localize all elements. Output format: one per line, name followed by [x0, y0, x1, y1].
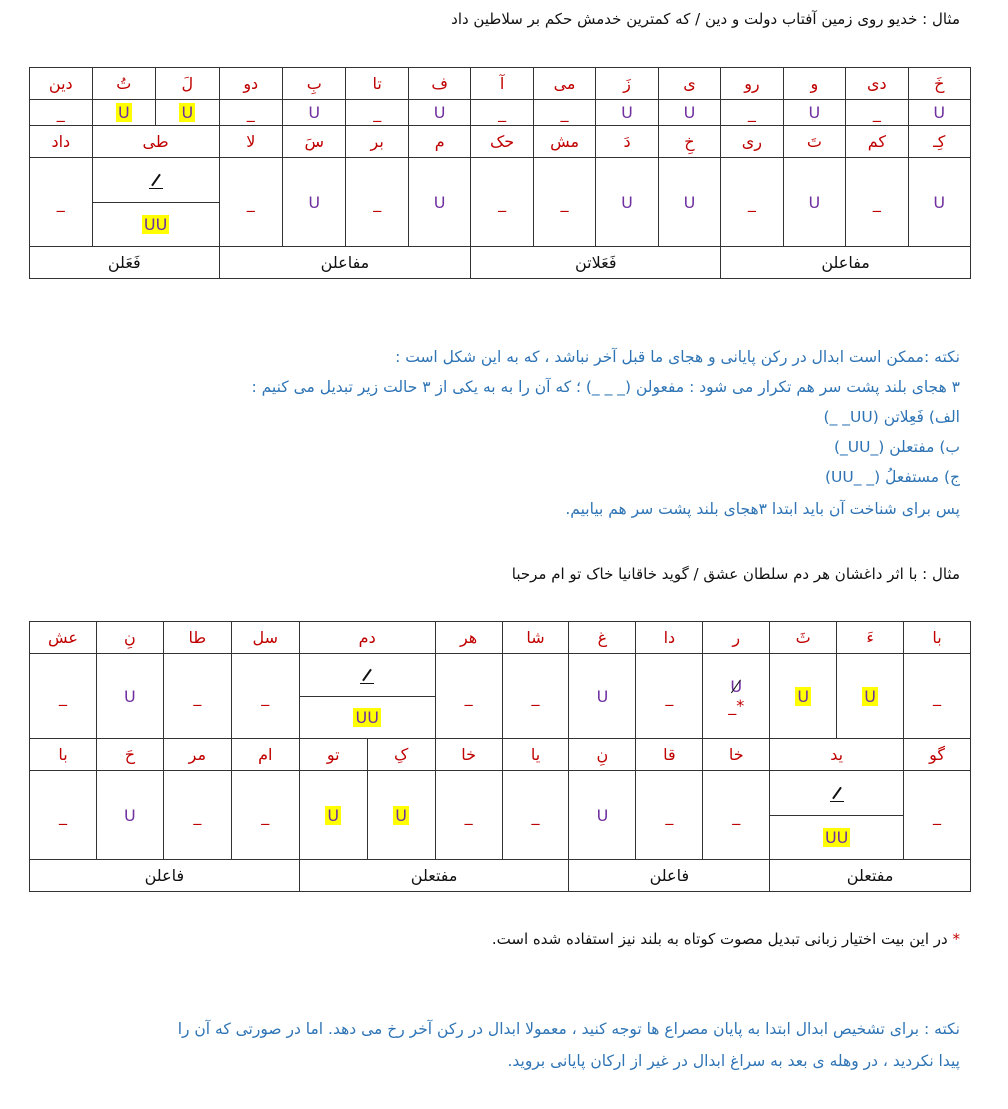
long-mark: _: [435, 771, 502, 860]
syllable: طا: [163, 622, 231, 654]
syllable: آ: [471, 68, 533, 100]
syllable: شا: [502, 622, 569, 654]
foot: مفاعلن: [721, 247, 971, 279]
short-mark: U: [658, 100, 720, 126]
long-mark: _: [904, 654, 971, 739]
syllable: دم: [299, 622, 435, 654]
long-mark: _: [346, 158, 408, 247]
short-mark: U: [596, 100, 658, 126]
short-mark-highlight: [299, 771, 367, 860]
highlighted-mark: U: [117, 103, 130, 122]
syllable: م: [408, 126, 470, 158]
strike-icon: [830, 784, 844, 802]
syllable: داد: [30, 126, 93, 158]
syllable: کِ: [367, 739, 435, 771]
long-mark: _: [30, 654, 97, 739]
syllable: نِ: [569, 739, 636, 771]
short-mark: U: [408, 158, 470, 247]
syllable: زَ: [596, 68, 658, 100]
syllable: ید: [770, 739, 904, 771]
short-mark-highlight: [770, 654, 837, 739]
syllable: سَ: [283, 126, 346, 158]
syllable: دین: [30, 68, 93, 100]
syllable: قا: [636, 739, 703, 771]
syllable: ثَ: [770, 622, 837, 654]
highlighted-mark: U: [327, 805, 340, 825]
long-mark: _: [435, 654, 502, 739]
example2-title: مثال : با اثر داغشان هر دم سلطان عشق / گوید خاقانیا خاک تو ام مرحبا: [511, 565, 960, 583]
ebdal-cell: [92, 158, 219, 247]
short-mark: U: [96, 654, 163, 739]
syllable: خا: [435, 739, 502, 771]
short-mark: U: [783, 100, 845, 126]
short-mark: U: [408, 100, 470, 126]
syllable: یا: [502, 739, 569, 771]
short-mark: U: [569, 771, 636, 860]
syllable: دی: [846, 68, 908, 100]
long-mark: _: [533, 100, 595, 126]
long-mark: _: [904, 771, 971, 860]
long-mark: _: [471, 158, 533, 247]
long-mark: _: [30, 771, 97, 860]
foot: مفاعلن: [219, 247, 471, 279]
syllable: طی: [92, 126, 219, 158]
long-mark: _: [636, 654, 703, 739]
long-mark: _: [346, 100, 408, 126]
highlighted-mark: U: [864, 686, 876, 706]
long-mark: _: [471, 100, 533, 126]
syllable: ف: [408, 68, 470, 100]
scansion-table-2: [29, 621, 971, 892]
short-mark: U: [283, 100, 346, 126]
long-mark: _: [231, 654, 299, 739]
long-mark: _: [231, 771, 299, 860]
syllable: ام: [231, 739, 299, 771]
syllable: هر: [435, 622, 502, 654]
syllable: مر: [163, 739, 231, 771]
table1-feet-row: [30, 247, 971, 279]
crossed-long-mark: [93, 158, 219, 203]
long-mark: _: [163, 771, 231, 860]
syllable: عش: [30, 622, 97, 654]
syllable: با: [904, 622, 971, 654]
long-mark: _: [30, 100, 93, 126]
long-mark: _: [721, 158, 783, 247]
syllable: دو: [219, 68, 282, 100]
long-mark: _: [502, 771, 569, 860]
footnote-text: در این بیت اختیار زبانی تبدیل مصوت کوتاه به بلند نیز استفاده شده است.: [491, 930, 948, 948]
short-mark-highlight: [92, 100, 155, 126]
syllable: ءَ: [837, 622, 904, 654]
table2-syllables-row2: [30, 739, 971, 771]
short-mark-highlight: [367, 771, 435, 860]
highlighted-mark: UU: [824, 827, 849, 847]
short-mark: U: [908, 100, 970, 126]
note1-option-a: الف) فَعِلاتن (UU_ _): [823, 408, 960, 426]
footnote: [492, 930, 960, 948]
syllable: سل: [231, 622, 299, 654]
note1-line3: پس برای شناخت آن باید ابتدا ۳هجای بلند پشت سر هم بیابیم.: [565, 500, 960, 518]
syllable: دا: [636, 622, 703, 654]
long-mark: _: [636, 771, 703, 860]
short-mark: U: [908, 158, 970, 247]
long-mark: _: [703, 771, 770, 860]
syllable: ر: [703, 622, 770, 654]
ebdal-cell: [770, 771, 904, 860]
syllable: کِـ: [908, 126, 970, 158]
syllable: بِ: [283, 68, 346, 100]
syllable: مش: [533, 126, 595, 158]
crossed-short-mark: U: [730, 676, 743, 696]
crossed-long-mark: [770, 771, 903, 816]
strike-icon: [360, 666, 374, 684]
foot: فَعَلن: [30, 247, 220, 279]
highlighted-mark: U: [797, 686, 810, 706]
table2-marks-row2: [30, 771, 971, 860]
short-mark: U: [569, 654, 636, 739]
foot: فاعلن: [30, 860, 300, 892]
highlighted-mark: UU: [143, 214, 168, 234]
foot: فَعَلاتن: [471, 247, 721, 279]
note2-line1: نکته : برای تشخیص ابدال ابتدا به پایان مصراع ها توجه کنید ، معمولا ابدال در رکن آخر رخ می دهد. اما در صورتی که آن را: [177, 1020, 960, 1038]
highlighted-mark: UU: [355, 707, 379, 727]
long-mark: _: [30, 158, 93, 247]
short-mark-highlight: [837, 654, 904, 739]
short-mark-highlight: [156, 100, 219, 126]
syllable: خِ: [658, 126, 720, 158]
syllable: می: [533, 68, 595, 100]
short-mark: U: [658, 158, 720, 247]
replacement-marks: [770, 816, 903, 860]
table1-marks-row2: [30, 158, 971, 247]
short-mark: U: [596, 158, 658, 247]
converted-mark: [703, 654, 770, 739]
note2-line2: پیدا نکردید ، در وهله ی بعد به سراغ ابدال در غیر از ارکان پایانی بروید.: [507, 1052, 960, 1070]
long-mark: _: [163, 654, 231, 739]
syllable: تُ: [92, 68, 155, 100]
syllable: ی: [658, 68, 720, 100]
crossed-long-mark: [300, 654, 435, 697]
short-mark: U: [783, 158, 845, 247]
long-mark: _: [219, 158, 282, 247]
note1-option-c: ج) مستفعلُ (_ _UU): [824, 468, 960, 486]
long-mark: _: [219, 100, 282, 126]
scansion-table-1: [29, 67, 971, 279]
syllable: حَ: [96, 739, 163, 771]
syllable: گو: [904, 739, 971, 771]
syllable: تا: [346, 68, 408, 100]
foot: مفتعلن: [299, 860, 569, 892]
syllable: حک: [471, 126, 533, 158]
note1-line1: نکته :ممکن است ابدال در رکن پایانی و هجای ما قبل آخر نباشد ، که به این شکل است :: [395, 348, 960, 366]
strike-icon: [149, 171, 163, 189]
long-mark: _: [721, 100, 783, 126]
table1-marks-row1: [30, 100, 971, 126]
replacement-marks: [93, 203, 219, 247]
long-mark: _: [502, 654, 569, 739]
syllable: غ: [569, 622, 636, 654]
syllable: بر: [346, 126, 408, 158]
syllable: تَ: [783, 126, 845, 158]
highlighted-mark: U: [395, 805, 408, 825]
star-long-mark: *_: [728, 696, 745, 715]
syllable: لَ: [156, 68, 219, 100]
table2-syllables-row1: [30, 622, 971, 654]
ebdal-cell: [299, 654, 435, 739]
footnote-star: *: [952, 930, 960, 948]
syllable: خَ: [908, 68, 970, 100]
syllable: با: [30, 739, 97, 771]
long-mark: _: [846, 158, 908, 247]
table2-marks-row1: [30, 654, 971, 739]
highlighted-mark: U: [181, 103, 194, 122]
long-mark: _: [533, 158, 595, 247]
syllable: رو: [721, 68, 783, 100]
syllable: تو: [299, 739, 367, 771]
replacement-marks: [300, 697, 435, 739]
syllable: نِ: [96, 622, 163, 654]
short-mark: U: [96, 771, 163, 860]
long-mark: _: [846, 100, 908, 126]
note1-option-b: ب) مفتعلن (_UU_): [833, 438, 960, 456]
table2-feet-row: [30, 860, 971, 892]
note1-line2: ۳ هجای بلند پشت سر هم تکرار می شود : مفعولن (_ _ _) ؛ که آن را به به یکی از ۳ حالت زیر تبدیل می کنیم :: [251, 378, 960, 396]
syllable: لا: [219, 126, 282, 158]
syllable: و: [783, 68, 845, 100]
example1-title: مثال : خدیو روی زمین آفتاب دولت و دین / که کمترین خدمش حکم بر سلاطین داد: [451, 10, 960, 28]
table1-syllables-row1: [30, 68, 971, 100]
foot: مفتعلن: [770, 860, 971, 892]
syllable: ری: [721, 126, 783, 158]
table1-syllables-row2: [30, 126, 971, 158]
syllable: خا: [703, 739, 770, 771]
foot: فاعلن: [569, 860, 770, 892]
syllable: دَ: [596, 126, 658, 158]
short-mark: U: [283, 158, 346, 247]
syllable: کم: [846, 126, 908, 158]
